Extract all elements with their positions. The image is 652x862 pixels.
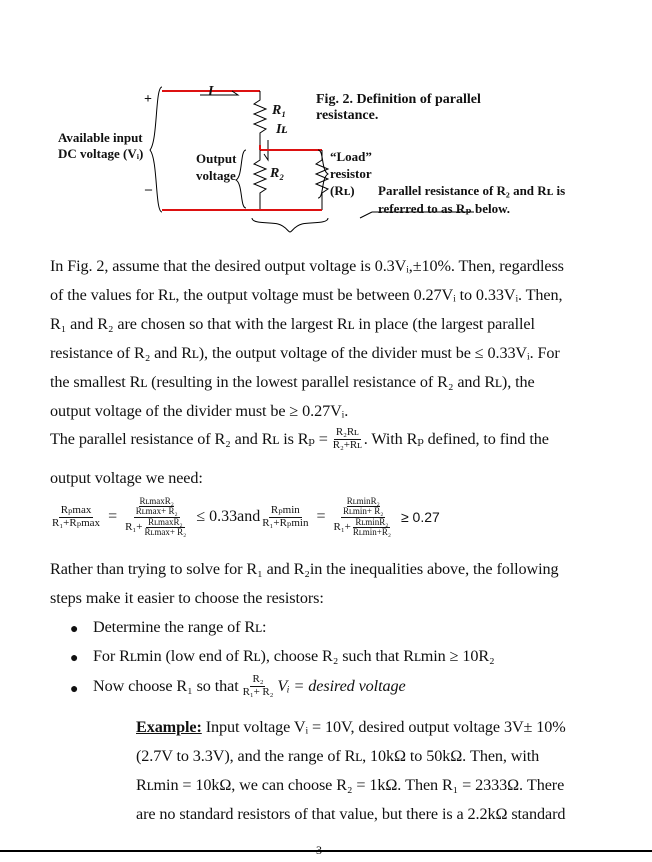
bullet-3-fraction bbox=[241, 674, 276, 698]
il-label: Iʟ bbox=[276, 122, 288, 137]
available-input-text: Available input bbox=[58, 130, 143, 145]
bullet-3-num: R₂ bbox=[252, 673, 264, 685]
paragraph-line-2: of the values for Rʟ, the output voltage must be between 0.27Vᵢ to 0.33Vᵢ. Then, bbox=[50, 286, 563, 304]
ge-text: ≥ 0.27 bbox=[400, 509, 440, 526]
footer-rule bbox=[0, 850, 652, 852]
caption-line-1: Fig. 2. Definition of parallel bbox=[316, 92, 481, 107]
paragraph-line-1: In Fig. 2, assume that the desired output voltage is 0.3Vᵢ,±10%. Then, regardless bbox=[50, 257, 564, 275]
big1-top-den: Rʟmax+ R₂ bbox=[135, 506, 178, 517]
rp-denominator: R₂+Rʟ bbox=[332, 438, 362, 451]
le-text: ≤ 0.33and bbox=[196, 508, 261, 526]
paragraph-line-4: resistance of R₂ and Rʟ), the output voltage of the divider must be ≤ 0.33Vᵢ. For bbox=[50, 344, 560, 362]
big1-den-pre: R₁+ bbox=[125, 521, 143, 534]
rl-text: (Rʟ) bbox=[330, 183, 355, 198]
bullet-3-dot: ● bbox=[70, 682, 79, 697]
equals-2: = bbox=[316, 508, 326, 526]
example-line-1-text: Input voltage Vᵢ = 10V, desired output voltage 3V± 10% bbox=[201, 718, 566, 736]
bullet-1-text: Determine the range of Rʟ: bbox=[93, 618, 267, 636]
paragraph-line-7 bbox=[50, 427, 549, 451]
bullet-2-text: For Rʟmin (low end of Rʟ), choose R₂ such that Rʟmin ≥ 10R₂ bbox=[93, 647, 495, 665]
paragraph-line-5: the smallest Rʟ (resulting in the lowest parallel resistance of R₂ and Rʟ), the bbox=[50, 373, 535, 391]
big1-top: RʟmaxR₂ bbox=[139, 496, 174, 506]
load-text: “Load” bbox=[330, 149, 372, 164]
parallel-note bbox=[378, 182, 565, 218]
available-input-label bbox=[58, 130, 143, 162]
example-line-4: are no standard resistors of that value, but there is a 2.2kΩ standard bbox=[136, 805, 566, 823]
load-resistor-label bbox=[330, 148, 372, 199]
lhs2-numerator: Rₚmin bbox=[270, 504, 300, 517]
bullet-3-den: R₁+ R₂ bbox=[242, 685, 274, 698]
output-voltage-label bbox=[196, 150, 236, 184]
plus-sign: + bbox=[144, 92, 152, 107]
big2-fraction bbox=[331, 497, 394, 538]
lhs1-numerator: Rₚmax bbox=[60, 504, 92, 517]
big2-den-den: Rʟmin+R₂ bbox=[352, 527, 391, 538]
inequality-row bbox=[50, 497, 440, 538]
resistor-text: resistor bbox=[330, 166, 372, 181]
rp-definition-text: The parallel resistance of R₂ and Rʟ is Rₚ = bbox=[50, 430, 328, 449]
big1-den-num: RʟmaxR₂ bbox=[148, 516, 183, 527]
big1-fraction bbox=[123, 497, 190, 538]
parallel-note-line-2: referred to as Rₚ below. bbox=[378, 201, 510, 216]
paragraph-line-8: output voltage we need: bbox=[50, 469, 203, 487]
bullet-1-dot: ● bbox=[70, 622, 79, 637]
voltage-text: voltage bbox=[196, 168, 236, 183]
big1-den-den: Rʟmax+ R₂ bbox=[144, 527, 187, 538]
example-line-2: (2.7V to 3.3V), and the range of Rʟ, 10kΩ to 50kΩ. Then, with bbox=[136, 747, 540, 765]
big2-top-den: Rʟmin+ R₂ bbox=[343, 506, 384, 517]
output-text: Output bbox=[196, 151, 237, 166]
lhs2-denominator: R₁+Rₚmin bbox=[262, 516, 309, 529]
bullet-3-post: Vᵢ = desired voltage bbox=[277, 676, 406, 695]
lhs2-fraction bbox=[260, 505, 310, 529]
lhs1-fraction bbox=[50, 505, 102, 529]
minus-sign: – bbox=[145, 182, 152, 197]
big2-top: RʟminR₂ bbox=[346, 496, 380, 506]
r1-label: R₁ bbox=[272, 103, 287, 118]
rp-numerator: R₂Rʟ bbox=[335, 426, 359, 438]
bullet-3-text bbox=[93, 674, 406, 698]
big2-den-num: RʟminR₂ bbox=[355, 516, 389, 527]
rp-fraction bbox=[331, 427, 364, 451]
figure-caption bbox=[316, 92, 481, 124]
big2-den-pre: R₁+ bbox=[333, 521, 351, 534]
example-line-1 bbox=[136, 718, 566, 737]
parallel-note-line-1: Parallel resistance of R₂ and Rʟ is bbox=[378, 183, 566, 198]
example-line-3: Rʟmin = 10kΩ, we can choose R₂ = 1kΩ. Then R₁ = 2333Ω. There bbox=[136, 776, 565, 794]
lhs1-denominator: R₁+Rₚmax bbox=[52, 516, 101, 529]
steps-line-1: Rather than trying to solve for R₁ and R₂in the inequalities above, the following bbox=[50, 560, 559, 578]
paragraph-line-3: R₁ and R₂ are chosen so that with the largest Rʟ in place (the largest parallel bbox=[50, 315, 535, 333]
r2-label: R₂ bbox=[270, 166, 285, 181]
dc-voltage-text: DC voltage (Vᵢ) bbox=[58, 146, 144, 161]
paragraph-line-6: output voltage of the divider must be ≥ 0.27Vᵢ. bbox=[50, 402, 349, 420]
example-label: Example: bbox=[136, 718, 202, 736]
page-number: 3 bbox=[316, 843, 322, 857]
rp-definition-post: . With Rₚ defined, to find the bbox=[363, 430, 549, 449]
bullet-3-pre: Now choose R₁ so that bbox=[93, 676, 239, 695]
caption-line-2: resistance. bbox=[316, 108, 379, 123]
bullet-2-dot: ● bbox=[70, 651, 79, 666]
current-I-label: I bbox=[208, 84, 214, 99]
steps-line-2: steps make it easier to choose the resistors: bbox=[50, 589, 324, 607]
equals-1: = bbox=[108, 508, 118, 526]
